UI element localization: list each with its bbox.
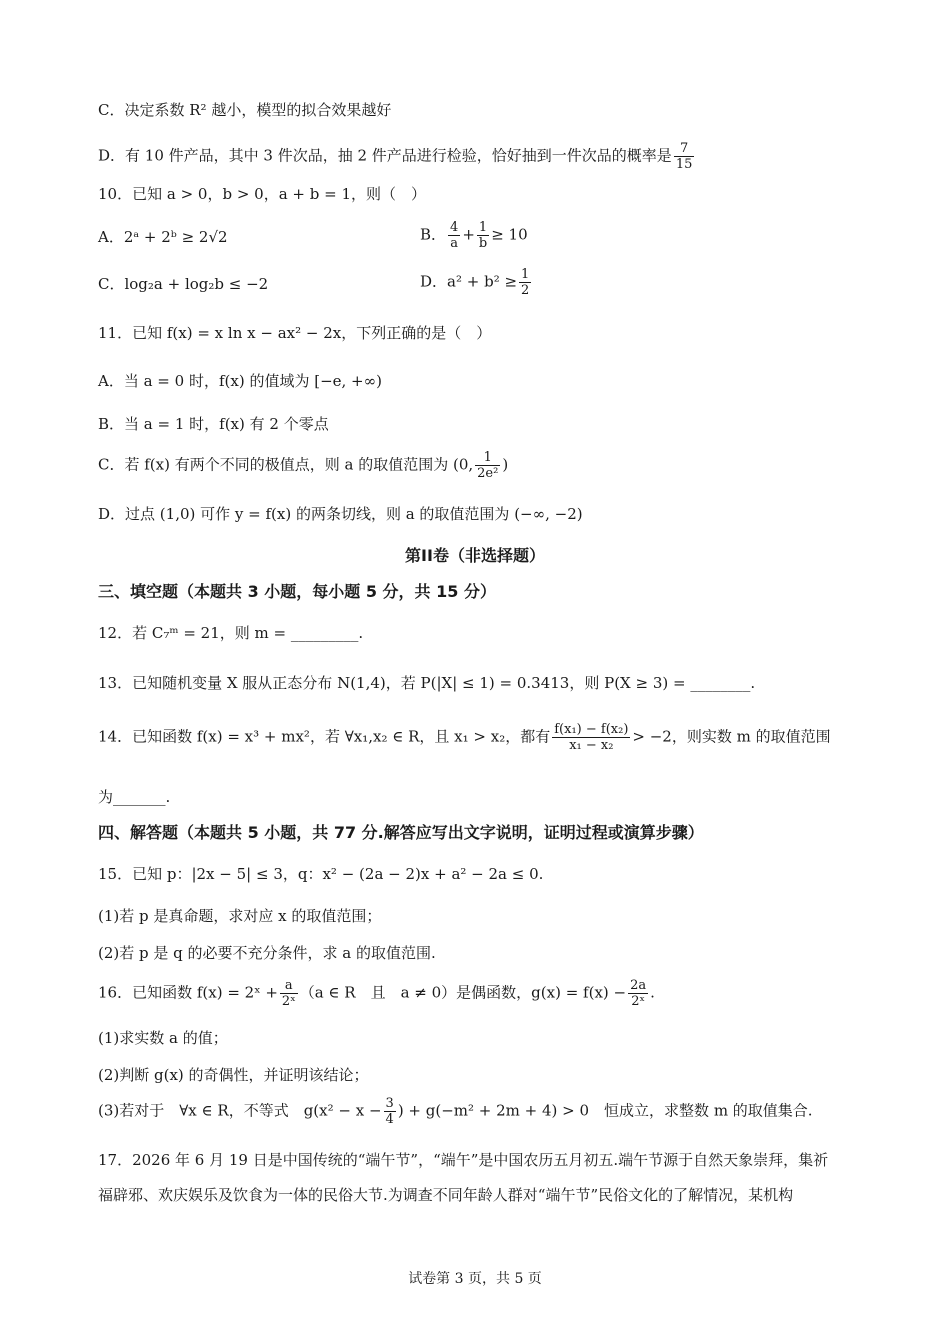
- section-four-heading: 四、解答题（本题共 5 小题，共 77 分.解答应写出文字说明，证明过程或演算步骤）: [98, 823, 704, 842]
- q10b-plus: +: [462, 225, 475, 244]
- q11c-suffix: ): [502, 455, 509, 474]
- q10b-frac2-num: 1: [477, 220, 489, 236]
- q17-line-2: 福辟邪、欢庆娱乐及饮食为一体的民俗大节.为调查不同年龄人群对“端午节”民俗文化的了解情况，某机构: [98, 1186, 794, 1204]
- q11-option-a: A．当 a = 0 时，f(x) 的值域为 [−e, +∞): [98, 372, 382, 390]
- q15: 15．已知 p：|2x − 5| ≤ 3，q：x² − (2a − 2)x + a² − 2a ≤ 0.: [98, 865, 544, 883]
- q13: 13．已知随机变量 X 服从正态分布 N(1,4)，若 P(|X| ≤ 1) = 0.3413，则 P(X ≥ 3) = ________.: [98, 674, 756, 692]
- q9-fraction: [674, 141, 695, 172]
- q11c-den: 2e²: [477, 466, 499, 481]
- q15-part-2: (2)若 p 是 q 的必要不充分条件，求 a 的取值范围.: [98, 944, 436, 962]
- q10b-prefix: B．: [420, 225, 447, 244]
- q16-middle: （a ∈ R 且 a ≠ 0）是偶函数，g(x) = f(x) −: [299, 983, 627, 1002]
- q10d-frac: [519, 267, 531, 298]
- q11-stem: 11．已知 f(x) = x ln x − ax² − 2x，下列正确的是（ ）: [98, 324, 492, 342]
- q10-option-d: [420, 267, 533, 298]
- q10-option-c: C．log₂a + log₂b ≤ −2: [98, 275, 269, 293]
- q16-frac1: [280, 978, 298, 1009]
- q16-3-frac: [384, 1096, 396, 1127]
- q10b-suffix: ≥ 10: [491, 225, 528, 244]
- q9-num: 7: [674, 141, 695, 157]
- q9-den: 15: [675, 157, 693, 172]
- q14-frac: [552, 722, 630, 753]
- q10b-frac1-den: a: [450, 236, 459, 251]
- q14-num: f(x₁) − f(x₂): [554, 722, 629, 737]
- q12: 12．若 C₇ᵐ = 21，则 m = _________.: [98, 624, 364, 642]
- q10d-den: 2: [521, 283, 530, 298]
- page-footer: 试卷第 3 页，共 5 页: [408, 1271, 542, 1287]
- q14-continued: 为_______.: [98, 788, 171, 806]
- q16: [98, 978, 655, 1009]
- q16-frac2-den: 2ˣ: [631, 994, 645, 1009]
- q17-line-1: 17．2026 年 6 月 19 日是中国传统的“端午节”，“端午”是中国农历五月初五.端午节源于自然天象崇拜，集祈: [98, 1151, 829, 1169]
- q16-frac1-num: a: [280, 978, 298, 994]
- q10-option-a: A．2ᵃ + 2ᵇ ≥ 2√2: [98, 228, 228, 246]
- q14-suffix: > −2，则实数 m 的取值范围: [632, 727, 831, 746]
- q16-part-2: (2)判断 g(x) 的奇偶性，并证明该结论；: [98, 1066, 369, 1084]
- q10-stem: 10．已知 a > 0，b > 0，a + b = 1，则（ ）: [98, 185, 426, 203]
- q16-frac2: [628, 978, 648, 1009]
- q16-3-prefix: (3)若对于 ∀x ∈ R，不等式 g(x² − x −: [98, 1101, 382, 1120]
- q11c-frac: [475, 450, 500, 481]
- q11c-prefix: C．若 f(x) 有两个不同的极值点，则 a 的取值范围为 (0,: [98, 455, 474, 474]
- q9-option-c: C．决定系数 R² 越小，模型的拟合效果越好: [98, 101, 392, 119]
- section-three-heading: 三、填空题（本题共 3 小题，每小题 5 分，共 15 分）: [98, 582, 496, 601]
- q11-option-b: B．当 a = 1 时，f(x) 有 2 个零点: [98, 415, 329, 433]
- part-two-heading: 第II卷（非选择题）: [405, 546, 545, 565]
- q10b-frac1: [448, 220, 460, 251]
- q10d-num: 1: [521, 267, 530, 282]
- q14-prefix: 14．已知函数 f(x) = x³ + mx²，若 ∀x₁,x₂ ∈ R，且 x₁ > x₂，都有: [98, 727, 551, 746]
- q9-option-d: [98, 141, 696, 172]
- q14-den: x₁ − x₂: [569, 738, 614, 753]
- q16-3-num: 3: [385, 1096, 394, 1111]
- q10b-frac1-num: 4: [450, 220, 459, 235]
- q11c-num: 1: [475, 450, 500, 466]
- q16-frac1-den: 2ˣ: [281, 994, 296, 1009]
- q16-3-suffix: ) + g(−m² + 2m + 4) > 0 恒成立，求整数 m 的取值集合.: [397, 1101, 813, 1120]
- q10b-frac2-den: b: [478, 236, 488, 251]
- q9-option-d-text: D．有 10 件产品，其中 3 件次品，抽 2 件产品进行检验，恰好抽到一件次品的概率是: [98, 146, 672, 165]
- q10b-frac2: [477, 220, 489, 251]
- q14: [98, 722, 831, 753]
- q15-part-1: (1)若 p 是真命题，求对应 x 的取值范围；: [98, 907, 382, 925]
- q16-part-1: (1)求实数 a 的值；: [98, 1029, 228, 1047]
- q16-part-3: [98, 1096, 813, 1127]
- q10d-prefix: D．a² + b² ≥: [420, 272, 518, 291]
- q10-option-b: [420, 220, 528, 251]
- q16-prefix: 16．已知函数 f(x) = 2ˣ +: [98, 983, 278, 1002]
- q11-option-c: [98, 450, 508, 481]
- q11-option-d: D．过点 (1,0) 可作 y = f(x) 的两条切线，则 a 的取值范围为 (−∞, −2): [98, 505, 583, 523]
- q16-suffix: .: [650, 983, 655, 1002]
- q16-3-den: 4: [385, 1112, 394, 1127]
- q16-frac2-num: 2a: [630, 978, 647, 993]
